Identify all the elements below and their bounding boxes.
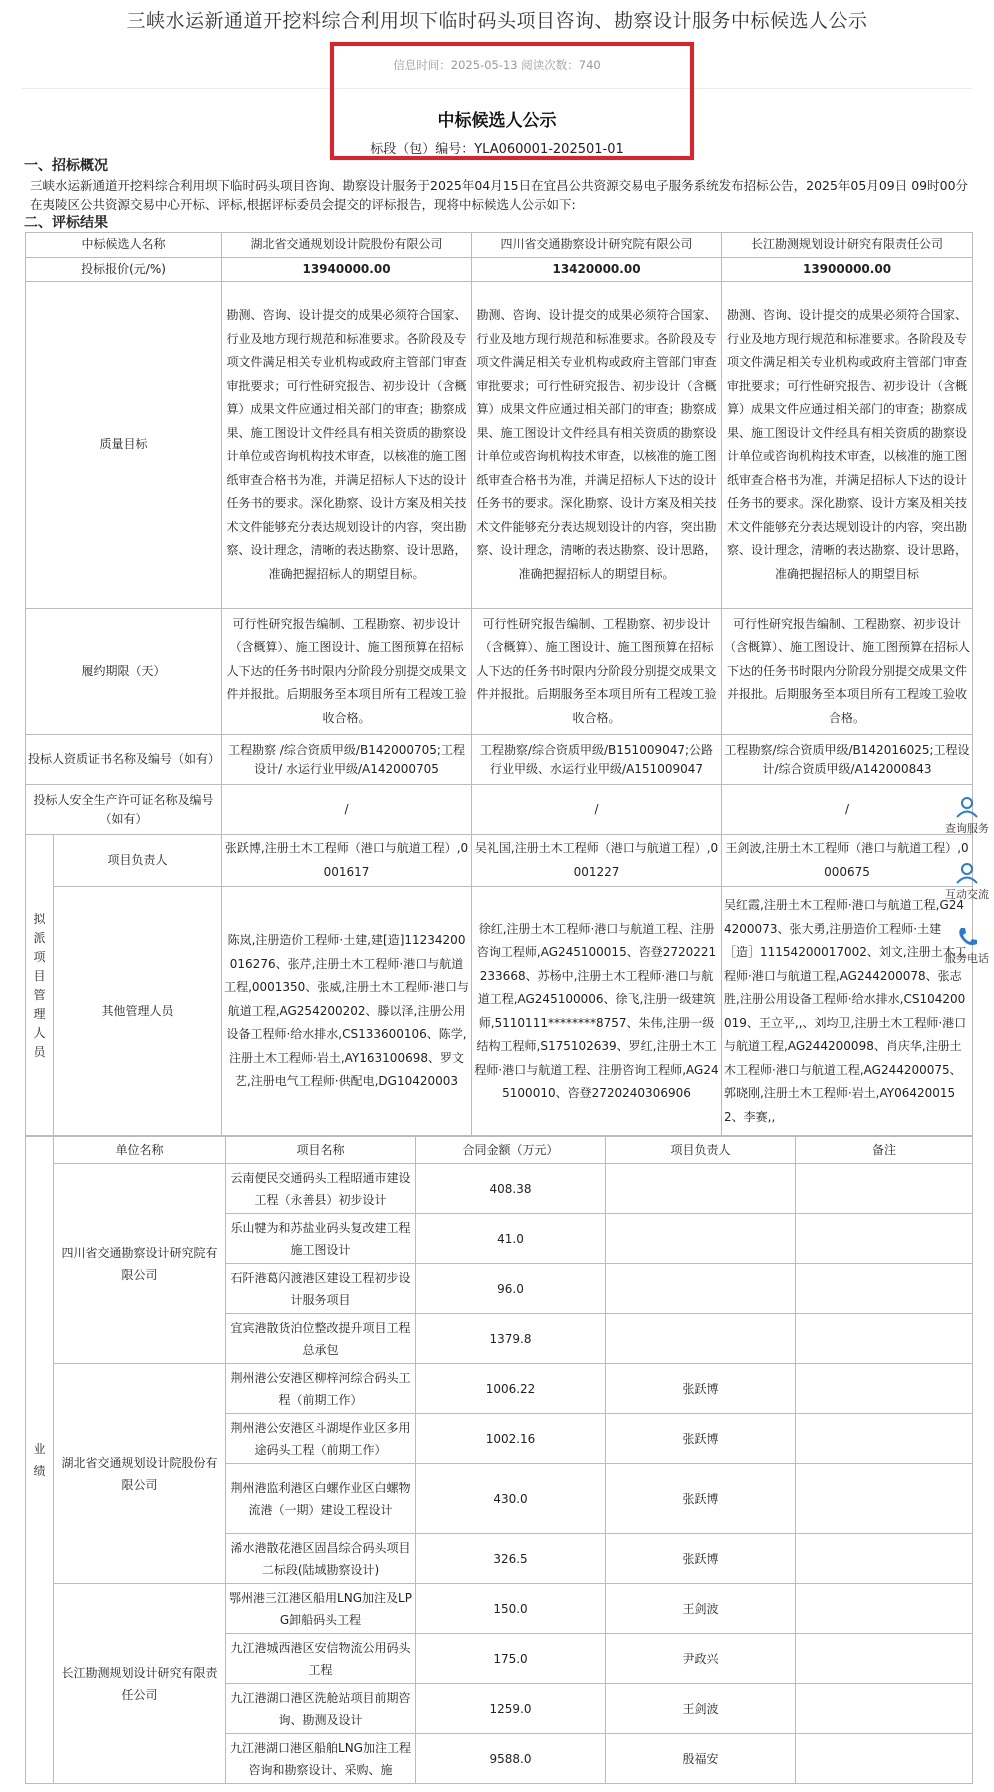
cand2-period: 可行性研究报告编制、工程勘察、初步设计（含概算）、施工图设计、施工图预算在招标人下达的任务书时限内分阶段分别提交成果文件并报批。后期服务至本项目所有工程竣工验收合格。 <box>472 609 722 735</box>
cand1-price: 13940000.00 <box>222 257 472 282</box>
perf-project: 九江港湖口港区船舶LNG加注工程咨询和勘察设计、采购、施 <box>226 1734 416 1784</box>
cand2-safety: / <box>472 785 722 835</box>
perf-note <box>796 1734 973 1784</box>
perf-leader: 王剑波 <box>606 1584 796 1634</box>
perf-project: 荆州港监利港区白螺作业区白螺物流港（一期）建设工程设计 <box>226 1464 416 1534</box>
cand2-price: 13420000.00 <box>472 257 722 282</box>
perf-header-note: 备注 <box>796 1136 973 1164</box>
cand3-price: 13900000.00 <box>722 257 973 282</box>
perf-leader <box>606 1264 796 1314</box>
perf-amount: 175.0 <box>416 1634 606 1684</box>
interact-label: 互动交流 <box>945 888 989 901</box>
chat-person-icon <box>953 862 981 884</box>
perf-note <box>796 1414 973 1464</box>
phone-service-label: 服务电话 <box>945 952 989 965</box>
perf-leader: 张跃博 <box>606 1464 796 1534</box>
perf-amount: 408.38 <box>416 1164 606 1214</box>
cand1-safety: / <box>222 785 472 835</box>
section-heading-1: 一、招标概况 <box>24 158 108 174</box>
perf-note <box>796 1464 973 1534</box>
perf-amount: 150.0 <box>416 1584 606 1634</box>
perf-project: 鄂州港三江港区船用LNG加注及LPG卸船码头工程 <box>226 1584 416 1634</box>
row-label-leader: 项目负责人 <box>54 835 222 887</box>
cand1-cert: 工程勘察 /综合资质甲级/B142000705;工程设计/ 水运行业甲级/A142000705 <box>222 735 472 785</box>
perf-project: 荆州港公安港区斗湖堤作业区多用途码头工程（前期工作） <box>226 1414 416 1464</box>
cand1-leader: 张跃博,注册土木工程师（港口与航道工程）,0001617 <box>222 835 472 887</box>
segment-number: 标段（包）编号：YLA060001-202501-01 <box>370 142 624 157</box>
perf-header-leader: 项目负责人 <box>606 1136 796 1164</box>
perf-note <box>796 1634 973 1684</box>
row-label-safety: 投标人安全生产许可证名称及编号（如有） <box>26 785 222 835</box>
cand1-period: 可行性研究报告编制、工程勘察、初步设计（含概算）、施工图设计、施工图预算在招标人下达的任务书时限内分阶段分别提交成果文件并报批。后期服务至本项目所有工程竣工验收合格。 <box>222 609 472 735</box>
perf-amount: 430.0 <box>416 1464 606 1534</box>
perf-header-amount: 合同金额（万元） <box>416 1136 606 1164</box>
row-label-others: 其他管理人员 <box>54 887 222 1137</box>
phone-service-button[interactable] <box>940 926 994 966</box>
cand2-quality: 勘测、咨询、设计提交的成果必须符合国家、行业及地方现行规范和标准要求。各阶段及专项文件满足相关专业机构或政府主管部门审查审批要求；可行性研究报告、初步设计（含概算）成果文件应通过相关部门的审查；勘察成果、施工图设计文件经具有相关资质的勘察设计单位或咨询机构技术审查，以核准的施工图纸审查合格书为准，并满足招标人下达的设计任务书的要求。深化勘察、设计方案及相关技术文件能够充分表达规划设计的内容，突出勘察、设计理念，清晰的表达勘察、设计思路，准确把握招标人的期望目标。 <box>472 282 722 609</box>
table-row <box>26 1164 973 1214</box>
perf-amount: 9588.0 <box>416 1734 606 1784</box>
perf-label: 业绩 <box>26 1136 54 1784</box>
perf-project: 石阡港葛闪渡港区建设工程初步设计服务项目 <box>226 1264 416 1314</box>
cand2-leader: 吴礼国,注册土木工程师（港口与航道工程）,0001227 <box>472 835 722 887</box>
info-meta: 信息时间：2025-05-13 阅读次数：740 <box>393 58 601 72</box>
cand1-quality: 勘测、咨询、设计提交的成果必须符合国家、行业及地方现行规范和标准要求。各阶段及专项文件满足相关专业机构或政府主管部门审查审批要求；可行性研究报告、初步设计（含概算）成果文件应通过相关部门的审查；勘察成果、施工图设计文件经具有相关资质的勘察设计单位或咨询机构技术审查，以核准的施工图纸审查合格书为准，并满足招标人下达的设计任务书的要求。深化勘察、设计方案及相关技术文件能够充分表达规划设计的内容，突出勘察、设计理念，清晰的表达勘察、设计思路，准确把握招标人的期望目标。 <box>222 282 472 609</box>
query-service-label: 查询服务 <box>945 822 989 835</box>
perf-amount: 1006.22 <box>416 1364 606 1414</box>
perf-leader: 尹政兴 <box>606 1634 796 1684</box>
cand3-safety: / <box>722 785 973 835</box>
table-row <box>26 1364 973 1414</box>
perf-amount: 41.0 <box>416 1214 606 1264</box>
cand2-cert: 工程勘察/综合资质甲级/B151009047;公路行业甲级、水运行业甲级/A151009047 <box>472 735 722 785</box>
row-label-quality: 质量目标 <box>26 282 222 609</box>
perf-leader: 张跃博 <box>606 1364 796 1414</box>
perf-note <box>796 1214 973 1264</box>
perf-unit-2: 湖北省交通规划设计院股份有限公司 <box>54 1364 226 1584</box>
cand1-others: 陈岚,注册造价工程师·土建,建[造]11234200016276、张芹,注册土木工程师·港口与航道工程,0001350、张威,注册土木工程师·港口与航道工程,AG254200202、滕以泽,注册公用设备工程师·给水排水,CS133600106、陈学,注册土木工程师·岩土,AY163100698、罗文艺,注册电气工程师·供配电,DG10420003 <box>222 887 472 1137</box>
row-label-name: 中标候选人名称 <box>26 233 222 258</box>
cand3-cert: 工程勘察/综合资质甲级/B142016025;工程设计/综合资质甲级/A142000843 <box>722 735 973 785</box>
perf-note <box>796 1684 973 1734</box>
perf-header-unit: 单位名称 <box>54 1136 226 1164</box>
perf-unit-1: 四川省交通勘察设计研究院有限公司 <box>54 1164 226 1364</box>
perf-unit-3: 长江勘测规划设计研究有限责任公司 <box>54 1584 226 1784</box>
perf-amount: 96.0 <box>416 1264 606 1314</box>
perf-note <box>796 1164 973 1214</box>
perf-note <box>796 1364 973 1414</box>
query-service-button[interactable] <box>940 796 994 836</box>
perf-leader <box>606 1164 796 1214</box>
doc-title: 中标候选人公示 <box>437 111 557 131</box>
perf-project: 荆州港公安港区柳梓河综合码头工程（前期工作） <box>226 1364 416 1414</box>
perf-project: 九江港湖口港区洗舱站项目前期咨询、勘测及设计 <box>226 1684 416 1734</box>
perf-amount: 326.5 <box>416 1534 606 1584</box>
cand3-quality: 勘测、咨询、设计提交的成果必须符合国家、行业及地方现行规范和标准要求。各阶段及专项文件满足相关专业机构或政府主管部门审查审批要求；可行性研究报告、初步设计（含概算）成果文件应通过相关部门的审查；勘察成果、施工图设计文件经具有相关资质的勘察设计单位或咨询机构技术审查，以核准的施工图纸审查合格书为准，并满足招标人下达的设计任务书的要求。深化勘察、设计方案及相关技术文件能够充分表达规划设计的内容，突出勘察、设计理念，清晰的表达勘察、设计思路，准确把握招标人的期望目标 <box>722 282 973 609</box>
table-row <box>26 1584 973 1634</box>
phone-icon <box>953 926 981 948</box>
interact-button[interactable] <box>940 862 994 902</box>
page-title: 三峡水运新通道开挖料综合利用坝下临时码头项目咨询、勘察设计服务中标候选人公示 <box>126 10 868 32</box>
perf-leader: 张跃博 <box>606 1414 796 1464</box>
perf-leader: 王剑波 <box>606 1684 796 1734</box>
perf-note <box>796 1314 973 1364</box>
cand2-name: 四川省交通勘察设计研究院有限公司 <box>472 233 722 258</box>
perf-note <box>796 1534 973 1584</box>
perf-amount: 1259.0 <box>416 1684 606 1734</box>
intro-text: 三峡水运新通道开挖料综合利用坝下临时码头项目咨询、勘察设计服务于2025年04月15日在宜昌公共资源交易电子服务系统发布招标公告，2025年05月09日 09时00分在夷陵区公共资源交易中心开标、评标,根据评标委员会提交的评标报告，现将中标候选人公示如下: <box>30 178 969 212</box>
perf-project: 云南便民交通码头工程昭通市建设工程（永善县）初步设计 <box>226 1164 416 1214</box>
perf-note <box>796 1264 973 1314</box>
row-label-price: 投标报价(元/%) <box>26 257 222 282</box>
perf-amount: 1002.16 <box>416 1414 606 1464</box>
row-label-cert: 投标人资质证书名称及编号（如有） <box>26 735 222 785</box>
cand3-others: 吴红霞,注册土木工程师·港口与航道工程,G244200073、张大勇,注册造价工程师·土建［造］11154200017002、刘文,注册土木工程师·港口与航道工程,AG244200078、张志胜,注册公用设备工程师·给水排水,CS104200019、王立平,,、刘均卫,注册土木工程师·港口与航道工程,AG244200098、肖庆华,注册土木工程师·港口与航道工程,AG244200075、郭晓刚,注册土木工程师·岩土,AY064200152、李赛,, <box>722 887 973 1137</box>
cand3-leader: 王剑波,注册土木工程师（港口与航道工程）,0000675 <box>722 835 973 887</box>
perf-leader <box>606 1214 796 1264</box>
perf-amount: 1379.8 <box>416 1314 606 1364</box>
eval-table <box>25 232 973 1137</box>
perf-project: 乐山犍为和苏盐业码头复改建工程施工图设计 <box>226 1214 416 1264</box>
row-label-group: 拟派项目管理人员 <box>26 835 54 1137</box>
perf-leader: 张跃博 <box>606 1534 796 1584</box>
cand3-name: 长江勘测规划设计研究有限责任公司 <box>722 233 973 258</box>
section-heading-2: 二、评标结果 <box>24 215 108 231</box>
perf-leader <box>606 1314 796 1364</box>
perf-project: 浠水港散花港区固昌综合码头项目二标段(陆域勘察设计) <box>226 1534 416 1584</box>
perf-header-project: 项目名称 <box>226 1136 416 1164</box>
highlight-box <box>330 42 694 160</box>
cand3-period: 可行性研究报告编制、工程勘察、初步设计（含概算）、施工图设计、施工图预算在招标人下达的任务书时限内分阶段分别提交成果文件并报批。后期服务至本项目所有工程竣工验收合格。 <box>722 609 973 735</box>
perf-project: 九江港城西港区安信物流公用码头工程 <box>226 1634 416 1684</box>
perf-project: 宜宾港散货泊位整改提升项目工程总承包 <box>226 1314 416 1364</box>
person-headset-icon <box>953 796 981 818</box>
perf-leader: 殷福安 <box>606 1734 796 1784</box>
performance-table <box>25 1135 973 1784</box>
cand2-others: 徐红,注册土木工程师·港口与航道工程、注册咨询工程师,AG245100015、咨登2720221233668、苏杨中,注册土木工程师·港口与航道工程,AG245100006、徐飞,注册一级建筑师,5110111********8757、朱伟,注册一级结构工程师,S175102639、罗红,注册土木工程师·港口与航道工程、注册咨询工程师,AG245100010、咨登2720240306906 <box>472 887 722 1137</box>
row-label-period: 履约期限（天） <box>26 609 222 735</box>
cand1-name: 湖北省交通规划设计院股份有限公司 <box>222 233 472 258</box>
perf-note <box>796 1584 973 1634</box>
